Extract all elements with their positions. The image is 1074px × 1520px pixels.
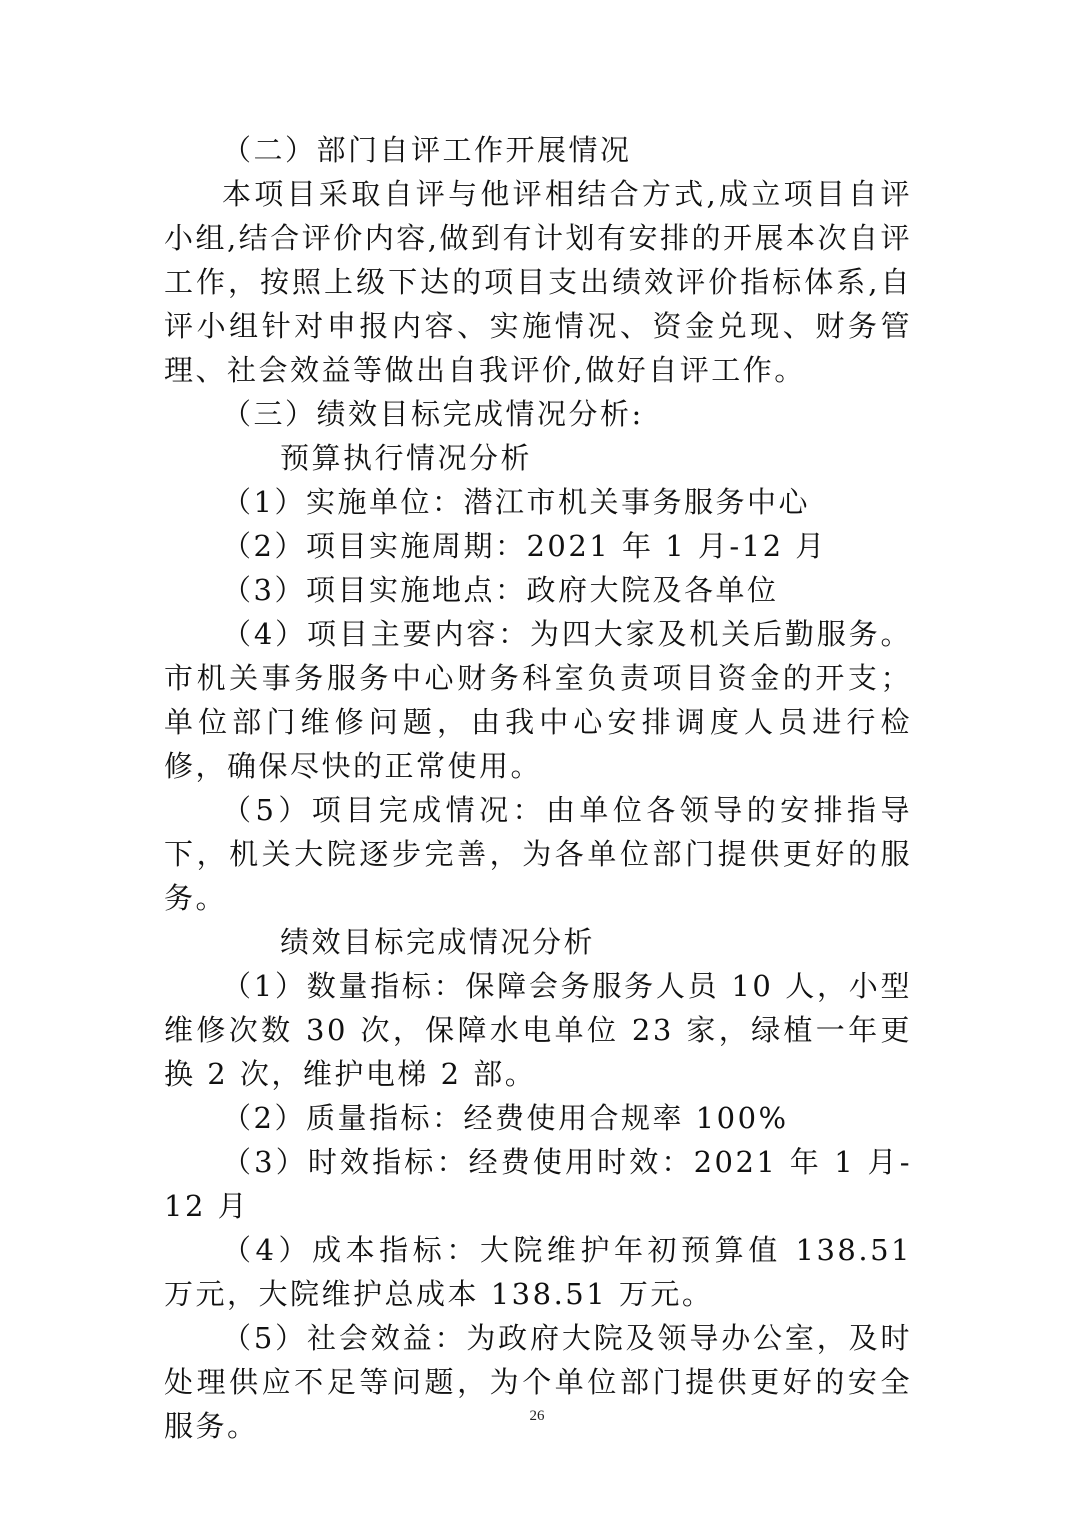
- goal-item-social-benefit: （5）社会效益：为政府大院及领导办公室，及时处理供应不足等问题，为个单位部门提供更好的安全服务。: [164, 1321, 912, 1443]
- goal-item-quantity-indicator: （1）数量指标：保障会务服务人员 10 人，小型维修次数 30 次，保障水电单位 23 家，绿植一年更换 2 次，维护电梯 2 部。: [164, 969, 912, 1091]
- budget-item-completion-status: （5）项目完成情况：由单位各领导的安排指导下，机关大院逐步完善，为各单位部门提供更好的服务。: [164, 793, 912, 915]
- budget-item-implementing-unit: （1）实施单位：潜江市机关事务服务中心: [222, 485, 810, 519]
- page-number: 26: [529, 1408, 545, 1424]
- goal-item-timeliness-indicator: （3）时效指标：经费使用时效：2021 年 1 月-12 月: [164, 1145, 912, 1223]
- section-heading-goal-analysis: （三）绩效目标完成情况分析:: [222, 397, 644, 431]
- subheading-goal-completion: 绩效目标完成情况分析: [280, 925, 596, 959]
- goal-item-cost-indicator: （4）成本指标：大院维护年初预算值 138.51 万元，大院维护总成本 138.51 万元。: [164, 1233, 912, 1311]
- paragraph-self-evaluation: 本项目采取自评与他评相结合方式,成立项目自评小组,结合评价内容,做到有计划有安排的开展本次自评工作，按照上级下达的项目支出绩效评价指标体系,自评小组针对申报内容、实施情况、资金兑现、财务管理、社会效益等做出自我评价,做好自评工作。: [164, 177, 912, 387]
- section-heading-self-evaluation: （二）部门自评工作开展情况: [222, 133, 632, 167]
- subheading-budget-execution: 预算执行情况分析: [280, 441, 533, 475]
- budget-item-project-location: （3）项目实施地点：政府大院及各单位: [222, 573, 779, 607]
- budget-item-main-content: （4）项目主要内容：为四大家及机关后勤服务。市机关事务服务中心财务科室负责项目资金的开支；单位部门维修问题，由我中心安排调度人员进行检修，确保尽快的正常使用。: [164, 617, 912, 783]
- document-body: [164, 128, 912, 1448]
- budget-item-project-period: （2）项目实施周期：2021 年 1 月-12 月: [222, 529, 827, 563]
- goal-item-quality-indicator: （2）质量指标：经费使用合规率 100%: [222, 1101, 789, 1135]
